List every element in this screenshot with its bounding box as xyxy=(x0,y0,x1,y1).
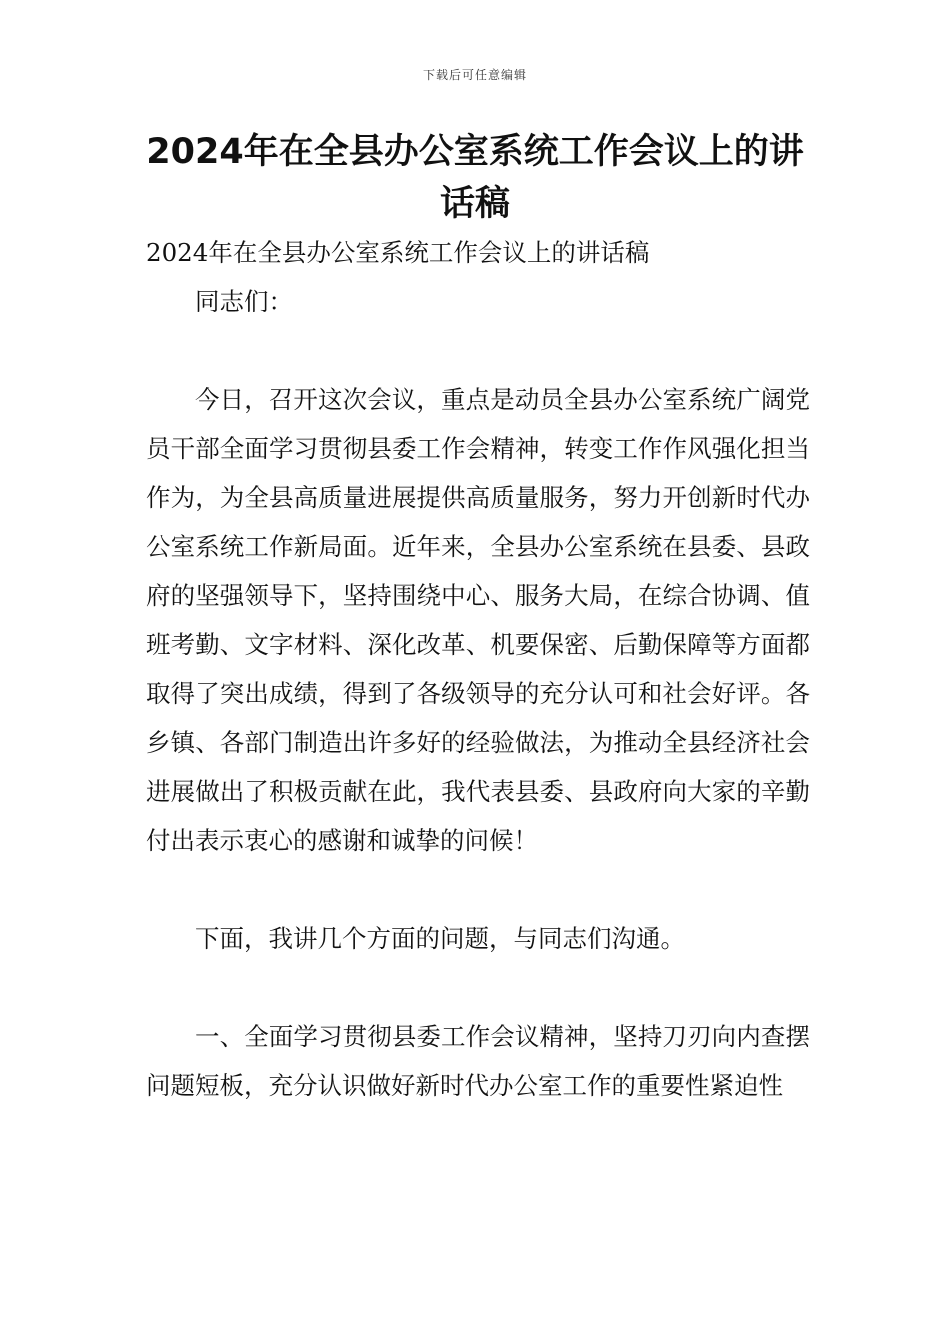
paragraph: 下面，我讲几个方面的问题，与同志们沟通。 xyxy=(195,924,685,953)
paragraph-gap xyxy=(146,326,810,375)
paragraph-gap xyxy=(146,963,810,1012)
section-heading: 一、全面学习贯彻县委工作会议精神，坚持刀刃向内查摆问题短板，充分认识做好新时代办公室工作的重要性紧迫性 xyxy=(146,1022,810,1100)
greeting: 同志们： xyxy=(195,287,293,316)
document-title: 2024年在全县办公室系统工作会议上的讲话稿 xyxy=(146,132,804,224)
document-body xyxy=(146,228,810,1110)
header-note: 下载后可任意编辑 xyxy=(422,68,527,82)
paragraph: 今日，召开这次会议，重点是动员全县办公室系统广阔党员干部全面学习贯彻县委工作会精神，转变工作作风强化担当作为，为全县高质量进展提供高质量服务，努力开创新时代办公室系统工作新局面。近年来，全县办公室系统在县委、县政府的坚强领导下，坚持围绕中心、服务大局，在综合协调、值班考勤、文字材料、深化改革、机要保密、后勤保障等方面都取得了突出成绩，得到了各级领导的充分认可和社会好评。各乡镇、各部门制造出许多好的经验做法，为推动全县经济社会进展做出了积极贡献在此，我代表县委、县政府向大家的辛勤付出表示衷心的感谢和诚挚的问候！ xyxy=(146,385,810,855)
document-subtitle: 2024年在全县办公室系统工作会议上的讲话稿 xyxy=(146,238,650,267)
paragraph-gap xyxy=(146,865,810,914)
